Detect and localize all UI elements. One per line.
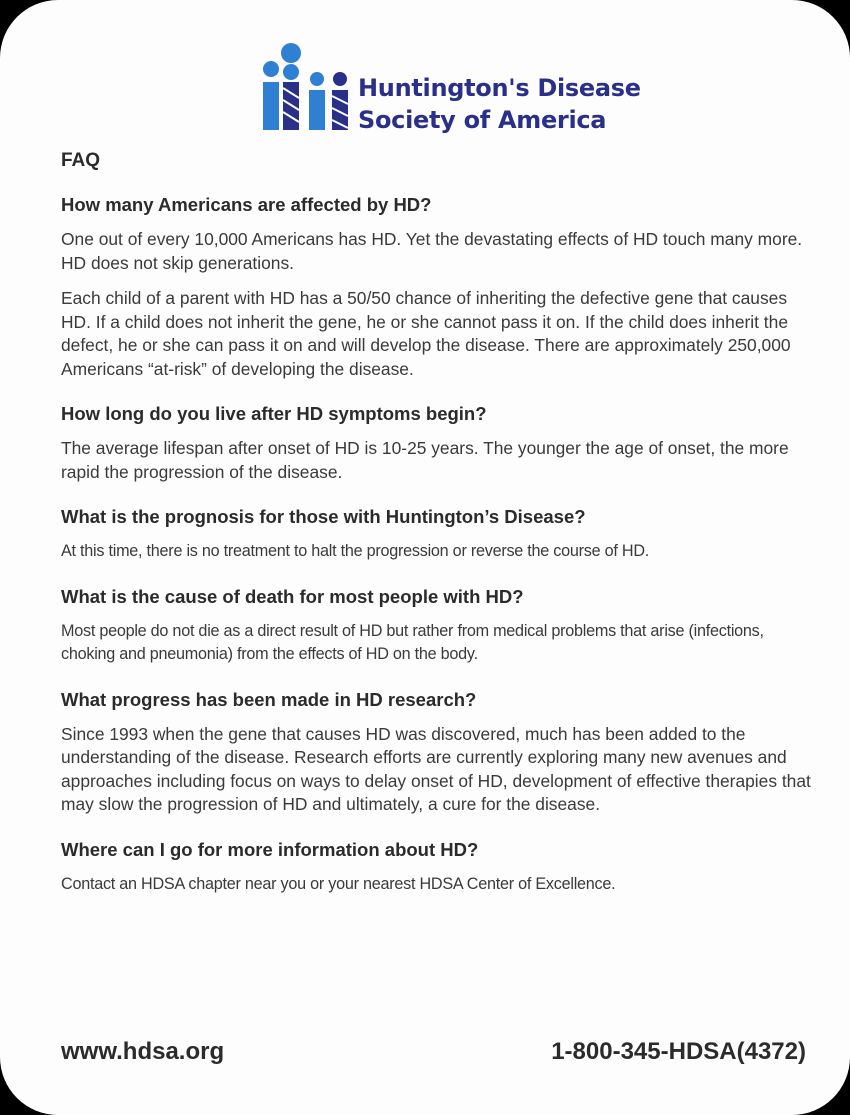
question: What progress has been made in HD research? [61, 688, 477, 710]
question: How long do you live after HD symptoms begin? [61, 403, 487, 424]
faq-section-prognosis [61, 506, 813, 564]
faq-section-more-info [61, 839, 813, 897]
answer-paragraph: One out of every 10,000 Americans has HD. Yet the devastating effects of HD touch many more. HD does not skip generations. [61, 229, 803, 273]
question: What is the cause of death for most people with HD? [61, 585, 524, 607]
faq-section-research [61, 689, 813, 817]
page-title: FAQ [61, 150, 101, 171]
question: How many Americans are affected by HD? [61, 194, 432, 215]
website-link[interactable]: www.hdsa.org [61, 1038, 225, 1065]
faq-content [61, 150, 813, 908]
logo-line-2: Society of America [358, 106, 607, 134]
hdsa-logo [262, 42, 641, 134]
footer [61, 1038, 806, 1066]
answer-paragraph: Contact an HDSA chapter near you or your nearest HDSA Center of Excellence. [61, 874, 616, 893]
answer-paragraph: Since 1993 when the gene that causes HD was discovered, much has been added to the understanding of the disease. Research efforts are currently exploring many new avenues and approaches including focus on ways to delay onset of HD, development of effective therapies that may slow the progression of HD and ultimately, a cure for the disease. [61, 723, 811, 814]
answer-paragraph: The average lifespan after onset of HD is 10-25 years. The younger the age of onset, the more rapid the progression of the disease. [61, 438, 789, 482]
faq-section-lifespan [61, 403, 813, 484]
logo-line-1: Huntington's Disease [358, 74, 641, 102]
faq-section-affected [61, 194, 813, 381]
phone-number[interactable]: 1-800-345-HDSA(4372) [551, 1038, 806, 1065]
answer-paragraph: At this time, there is no treatment to halt the progression or reverse the course of HD. [61, 542, 650, 560]
faq-section-cause-of-death [61, 586, 813, 667]
question: What is the prognosis for those with Huntington’s Disease? [61, 506, 586, 527]
hdsa-logo-mark-icon [262, 42, 358, 134]
question: Where can I go for more information about HD? [61, 838, 479, 860]
answer-paragraph: Each child of a parent with HD has a 50/50 chance of inheriting the defective gene that causes HD. If a child does not inherit the gene, he or she cannot pass it on. If the child does inherit the defect, he or she can pass it on and will develop the disease. There are approximately 250,000 Americans “at-risk” of developing the disease. [61, 288, 791, 379]
answer-paragraph: Most people do not die as a direct result of HD but rather from medical problems that arise (infections, choking and pneumonia) from the effects of HD on the body. [61, 621, 764, 663]
